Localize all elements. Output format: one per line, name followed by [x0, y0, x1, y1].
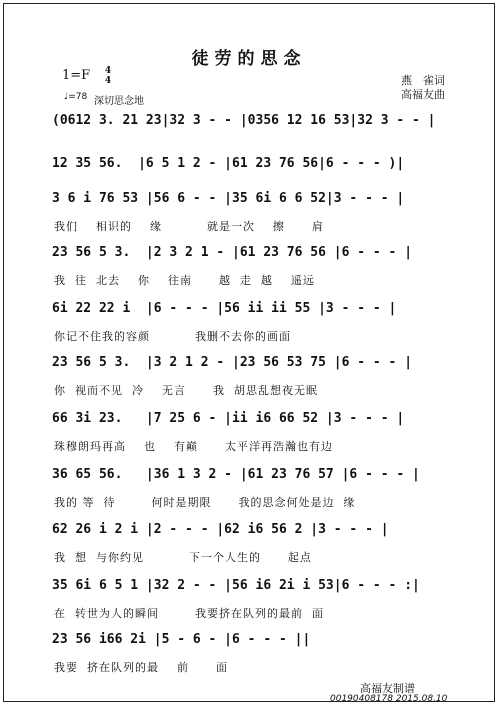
notes-line: 23 56 i66 2i |5 - 6 - |6 - - - || — [52, 632, 311, 647]
lyrics-line: 我要 挤在队列的最 前 面 — [54, 661, 228, 674]
notes-line: 35 6i 6 5 1 |32 2 - - |56 i6 2i i 53|6 - - - :| — [52, 578, 420, 593]
lyrics-line: 你 视而不见 冷 无言 我 胡思乱想夜无眠 — [54, 384, 318, 397]
key-signature: 1=F — [62, 68, 91, 83]
notes-line: 62 26 i 2 i |2 - - - |62 i6 56 2 |3 - - - | — [52, 522, 389, 537]
lyrics-line: 在 转世为人的瞬间 我要挤在队列的最前 面 — [54, 607, 324, 620]
meter-bottom: 4 — [104, 76, 112, 86]
tempo-expression: 深切思念地 — [94, 96, 144, 107]
arranger-credit: 高福友制谱 — [360, 682, 415, 695]
lyrics-line: 我 往 北去 你 往南 越 走 越 遥远 — [54, 274, 315, 287]
lyrics-line: 你记不住我的容颜 我删不去你的画面 — [54, 330, 291, 343]
lyrics-line: 我的 等 待 何时是期限 我的思念何处是边 缘 — [54, 496, 356, 509]
score-page — [3, 3, 495, 702]
lyrics-line: 我 想 与你约见 下一个人生的 起点 — [54, 551, 312, 564]
notes-line: 12 35 56. |6 5 1 2 - |61 23 76 56|6 - - - )| — [52, 156, 405, 171]
notes-line: 66 3i 23. |7 25 6 - |ii i6 66 52 |3 - - - | — [52, 411, 405, 426]
date-stamp: 00190408178 2015.08.10 — [330, 694, 448, 704]
notes-line: 36 65 56. |36 1 3 2 - |61 23 76 57 |6 - - - | — [52, 467, 420, 482]
meter-top: 4 — [104, 66, 112, 76]
time-signature — [102, 66, 114, 86]
notes-line: 3 6 i 76 53 |56 6 - - |35 6i 6 6 52|3 - - - | — [52, 191, 405, 206]
tempo-mark: ♩=78 — [64, 92, 88, 102]
notes-line: (0612 3. 21 23|32 3 - - |0356 12 16 53|32 3 - - | — [52, 113, 436, 128]
song-title: 徒劳的思念 — [191, 49, 307, 69]
lyrics-line: 珠穆朗玛再高 也 有巅 太平洋再浩瀚也有边 — [54, 440, 333, 453]
notes-line: 6i 22 22 i |6 - - - |56 ii ii 55 |3 - - - | — [52, 301, 397, 316]
composer-credit: 高福友曲 — [401, 88, 445, 101]
notes-line: 23 56 5 3. |3 2 1 2 - |23 56 53 75 |6 - - - | — [52, 355, 413, 370]
notes-line: 23 56 5 3. |2 3 2 1 - |61 23 76 56 |6 - - - | — [52, 245, 413, 260]
lyrics-line: 我们 相识的 缘 就是一次 擦 肩 — [54, 220, 324, 233]
lyricist-credit: 燕 雀词 — [401, 74, 445, 87]
